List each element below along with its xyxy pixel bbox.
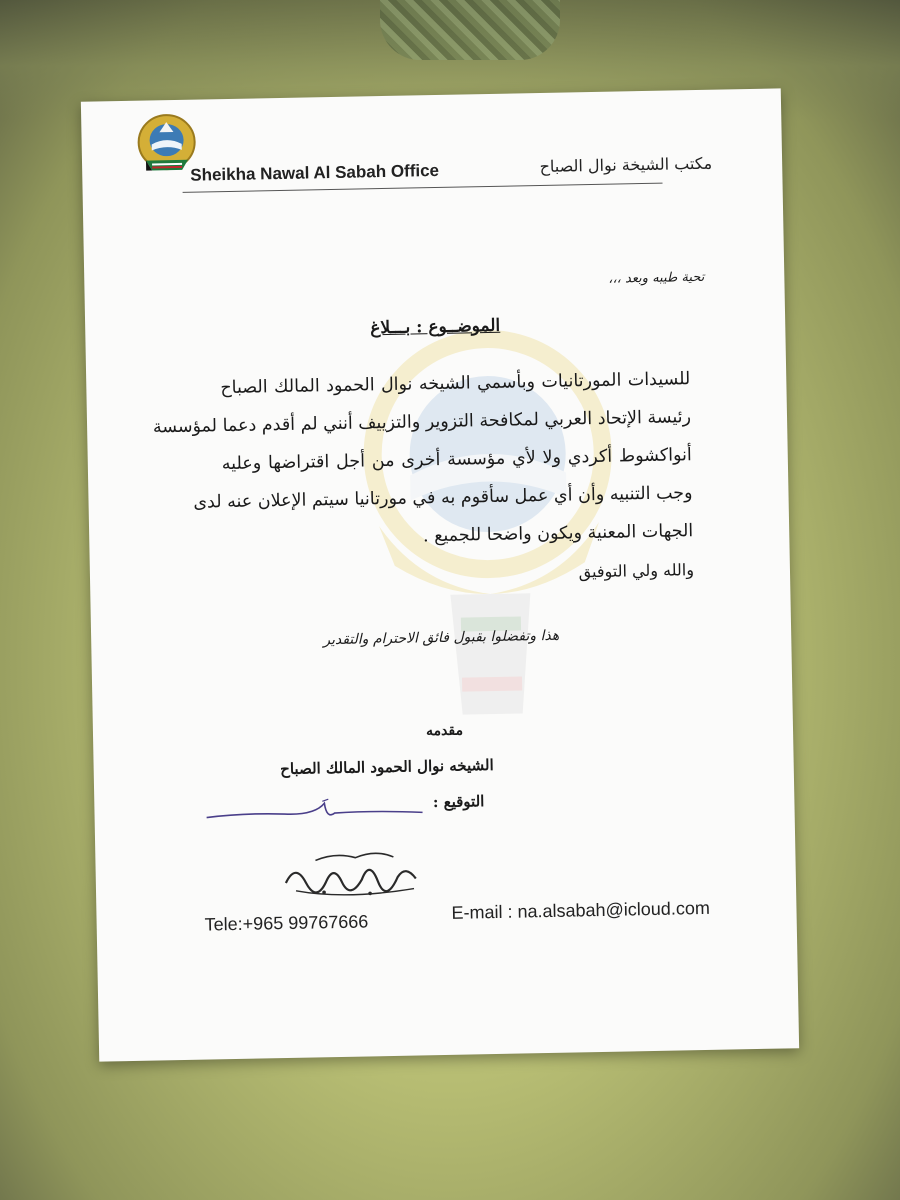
letter-body (152, 360, 694, 559)
body-line: للسيدات المورتانيات وبأسمي الشيخه نوال الحمود المالك الصباح (220, 369, 691, 399)
handwritten-signature (204, 795, 425, 829)
body-line: رئيسة الإتحاد العربي لمكافحة التزوير والتزييف أنني لم أقدم دعما لمؤسسة (152, 407, 692, 438)
office-name-english: Sheikha Nawal Al Sabah Office (190, 160, 440, 185)
letter-page (81, 88, 799, 1061)
sender-label: مقدمه (425, 722, 464, 740)
calligraphy-stamp (275, 840, 426, 903)
telephone-number: Tele:+965 99767666 (204, 911, 369, 935)
letter-subject: الموضــوع : بـــلاغ (370, 315, 501, 339)
letter-closing: والله ولي التوفيق (578, 560, 695, 582)
letter-greeting: تحية طيبه وبعد ،،، (608, 269, 705, 287)
background-fabric-pattern (380, 0, 560, 60)
body-line: وجب التنبيه وأن أي عمل سأقوم به في مورتانيا سيتم الإعلان عنه لدى (193, 483, 693, 513)
sender-name: الشيخه نوال الحمود المالك الصباح (280, 756, 494, 779)
office-name-arabic: مكتب الشيخة نوال الصباح (539, 153, 713, 177)
email-address: E-mail : na.alsabah@icloud.com (451, 897, 711, 923)
letter-regards: هذا وتفضلوا بقبول فائق الاحترام والتقدير (323, 627, 560, 649)
body-line: الجهات المعنية ويكون واضحا للجميع . (422, 521, 694, 547)
signature-label: التوقيع : (432, 792, 485, 812)
body-line: أنواكشوط أكردي ولا لأي مؤسسة أخرى من أجل اقتراضها وعليه (221, 445, 692, 475)
